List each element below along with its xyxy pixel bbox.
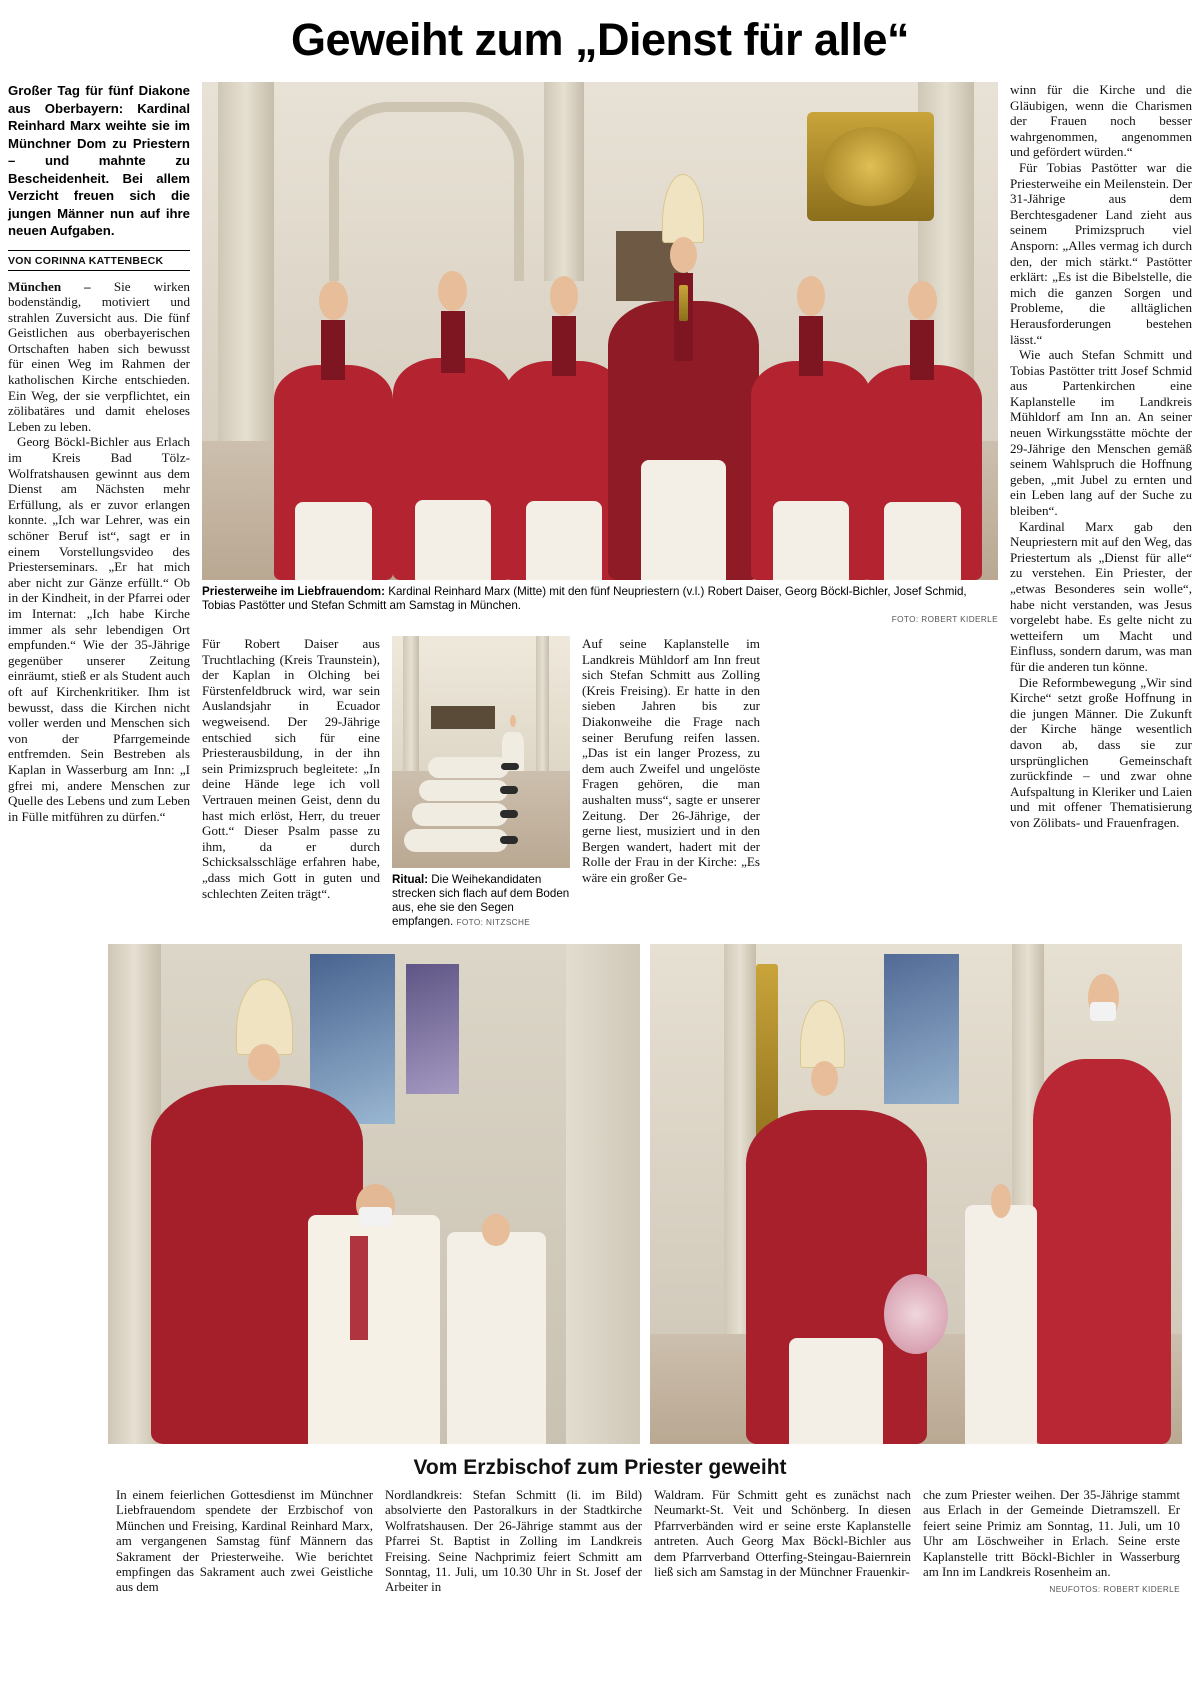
- center-column: [202, 82, 998, 930]
- newspaper-page: [0, 14, 1200, 1688]
- main-photo-credit: FOTO: ROBERT KIDERLE: [891, 615, 998, 624]
- left-paragraph-2: Georg Böckl-Bichler aus Erlach im Kreis Bad Tölz-Wolfratshausen gewinnt aus dem Dienst am Nächsten mehr Erfüllung, als er zuvor erlangen konnte. „Ich war Lehrer, was ein schöner Beruf ist“, sagt er in einem Vorstellungsvideo des Priesterseminars. „Er hat mich aber nicht zur Gänze erfüllt.“ Ob in der Kindheit, in der Pfarrei oder im Internat: „Ich habe Kirche immer als sehr lebendigen Ort empfunden.“ Wie der 35-Jährige gegenüber unserer Zeitung einräumt, stieß er als Student auch oft auf Kirchenkritiker. Ihm ist bewusst, dass die Kirchen nicht voller werden und Menschen sich von der Pfarrgemeinde entfremden. Sein Bestreben als Kaplan in Wasserburg am Inn: „I gfrei mi, andere Menschen zur Quelle des Lebens und zum Leben in Fülle mitführen zu dürfen.“: [8, 434, 190, 824]
- ritual-photo-credit: FOTO: NITZSCHE: [456, 918, 531, 927]
- ritual-photo-caption-lead: Ritual:: [392, 873, 429, 886]
- photo-cardinal-blessing: [650, 944, 1182, 1444]
- ritual-photo-block: [392, 636, 570, 930]
- right-column: [1010, 82, 1192, 930]
- bottom-text-2: Nordlandkreis: Stefan Schmitt (li. im Bild) absolvierte den Pastoralkurs in der Stadtkirche Wolfratshausen. Der 26-Jährige stammt aus der Pfarrei St. Baptist in Zolling im Landkreis Freising. Seine Nachprimiz feiert Schmitt am Sonntag, 11. Juli, um 10.30 Uhr in St. Josef der Arbeiter in: [385, 1488, 642, 1595]
- bottom-subhead: Vom Erzbischof zum Priester geweiht: [413, 1456, 787, 1479]
- mid-left-text: [202, 636, 380, 930]
- left-column: [8, 82, 190, 930]
- bottom-text-4: che zum Priester weihen. Der 35-Jährige stammt aus Erlach in der Gemeinde Dietramszell. Er feiert seine Primiz am Sonntag, 11. Juli, um 10 Uhr am Löschweiher in Erlach. Seine erste Kaplanstelle tritt Böckl-Bichler in Wasserburg am Inn im Landkreis Rosenheim an.: [923, 1488, 1180, 1580]
- ritual-photo-caption: [392, 873, 570, 930]
- mid-row: [202, 636, 998, 930]
- mid-right-text: [582, 636, 760, 930]
- main-photo-caption-text: Kardinal Reinhard Marx (Mitte) mit den fünf Neupriestern (v.l.) Robert Daiser, Georg Böckl-Bichler, Josef Schmid, Tobias Pastötter und Stefan Schmitt am Samstag in München.: [202, 585, 967, 612]
- dateline: München –: [8, 278, 91, 294]
- bottom-block: [0, 944, 1200, 1598]
- bottom-text-3: Waldram. Für Schmitt geht es zunächst nach Neumarkt-St. Veit und Schönberg. In diesen Pfarrverbänden wird er seine erste Kaplanstelle antreten. Auch Georg Max Böckl-Bichler aus dem Pfarrverband Otterfing-Steingau-Baiernrein ließ sich am Samstag in der Münchner Frauenkir-: [654, 1488, 911, 1580]
- bottom-column-2: [385, 1488, 642, 1598]
- right-paragraph-2: Für Tobias Pastötter war die Priesterweihe ein Meilenstein. Der 31-Jährige aus dem Berchtesgadener Land zieht aus seinem Primizspruch viel Ansporn: „Alles vermag ich durch den, der mich stärkt.“ Pastötter erklärt: „Es ist die Bibelstelle, die mich die ganzen Sorgen und Probleme, die alltäglichen Herausforderungen bestehen lässt.“: [1010, 159, 1192, 347]
- mid-left-paragraph: Für Robert Daiser aus Truchtlaching (Kreis Traunstein), der Kaplan in Olching bei Fürstenfeldbruck wird, war sein Auslandsjahr in Ecuador wegweisend. Der 29-Jährige entschied sich für eine Priesterausbildung, in der ihn sein Primizspruch begleitete: „In deine Hände lege ich voll Vertrauen meinen Geist, denn du hast mich erlöst, Herr, du treuer Gott.“ Dieser Psalm passe zu ihm, da er durch Schicksalsschläge erfahren habe, „dass mich Gott in guten und schlechten Zeiten trägt“.: [202, 636, 380, 901]
- main-photo-caption: [202, 585, 998, 613]
- ritual-photo-caption-text: Die Weihekandidaten strecken sich flach auf dem Boden aus, ehe sie den Segen empfangen.: [392, 873, 570, 928]
- bottom-photos: [8, 944, 1192, 1444]
- bottom-photos-credit: NEUFOTOS: ROBERT KIDERLE: [1049, 1585, 1180, 1595]
- right-paragraph-4: Kardinal Marx gab den Neupriestern mit auf den Weg, das Priestertum als „Dienst für alle“ zu verstehen. Ein Priester, der „etwas Besonderes sein wolle“, habe nicht verstanden, was Jesus vorgelebt habe. Es gelte nicht zu wetteifern um Macht und Einfluss, sondern darum, was man für die anderen tun könne.: [1010, 518, 1192, 674]
- lead-paragraph: Großer Tag für fünf Diakone aus Oberbayern: Kardinal Reinhard Marx weihte sie im Münchner Dom zu Priestern – und mahnte zu Bescheidenheit. Bei allem Verzicht freuen sich die jungen Männer nun auf ihre neuen Aufgaben.: [8, 83, 190, 238]
- page-title: Geweiht zum „Dienst für alle“: [290, 14, 910, 65]
- main-columns: [0, 82, 1200, 930]
- byline: VON CORINNA KATTENBECK: [8, 250, 190, 271]
- bottom-column-4: [923, 1488, 1180, 1598]
- bottom-column-3: [654, 1488, 911, 1598]
- right-paragraph-3: Wie auch Stefan Schmitt und Tobias Pastötter tritt Josef Schmid aus Partenkirchen eine Kaplanstelle im Landkreis Mühldorf am Inn an. An seiner neuen Wirkungsstätte möchte der 29-Jährige den Menschen gemäß seinem Wahlspruch die Hoffnung geben, „mit Jubel zu ernten und ein Leben lang auf der Suche zu bleiben“.: [1010, 347, 1192, 519]
- left-body-text: [8, 279, 190, 825]
- bottom-text-1: In einem feierlichen Gottesdienst im Münchner Liebfrauendom spendete der Erzbischof von München und Freising, Kardinal Reinhard Marx, am vergangenen Samstag fünf Männern das Sakrament der Priesterweihe. Wie berichtet empfingen das Sakrament auch zwei Geistliche aus dem: [116, 1488, 373, 1595]
- right-paragraph-1: winn für die Kirche und die Gläubigen, wenn die Charismen der Frauen noch besser wahrgenommen, angenommen und gefördert würden.“: [1010, 82, 1192, 160]
- right-paragraph-5: Die Reformbewegung „Wir sind Kirche“ setzt große Hoffnung in die jungen Männer. Die Zukunft der Kirche hänge wesentlich davon ab, dass sie zur ursprünglichen Gemeinschaft zurückfinde – und zwar ohne Aufspaltung in Kleriker und Laien und mit offener Thematisierung von Zölibats- und Frauenfragen.: [1010, 674, 1192, 830]
- ritual-photo: [392, 636, 570, 868]
- main-photo-caption-lead: Priesterweihe im Liebfrauendom:: [202, 585, 385, 598]
- main-photo-ordination: [202, 82, 998, 580]
- bottom-columns: [8, 1488, 1192, 1598]
- bottom-column-1: [116, 1488, 373, 1598]
- photo-laying-on-of-hands: [108, 944, 640, 1444]
- mid-right-paragraph: Auf seine Kaplanstelle im Landkreis Mühldorf am Inn freut sich Stefan Schmitt aus Zolling (Kreis Freising). Er hatte in den sieben Jahren bis zur Diakonweihe die Frage nach seiner Berufung reifen lassen. „Das ist ein langer Prozess, zu dem auch Zweifel und ungelöste Fragen gehören, die man aushalten muss“, sagte er unserer Zeitung. Der 26-Jährige, der gerne liest, musiziert und in den Bergen wandert, hadert mit der Rolle der Frau in der Kirche: „Es wäre ein großer Ge-: [582, 636, 760, 885]
- left-paragraph-1: Sie wirken bodenständig, motiviert und strahlen Zuversicht aus. Die fünf Geistlichen aus oberbayerischen Ortschaften haben sich bewusst für einen Weg im Rahmen der katholischen Kirche entschieden. Ein Weg, der sie verpflichtet, ein zölibatäres und damit eheloses Leben zu leben.: [8, 278, 190, 434]
